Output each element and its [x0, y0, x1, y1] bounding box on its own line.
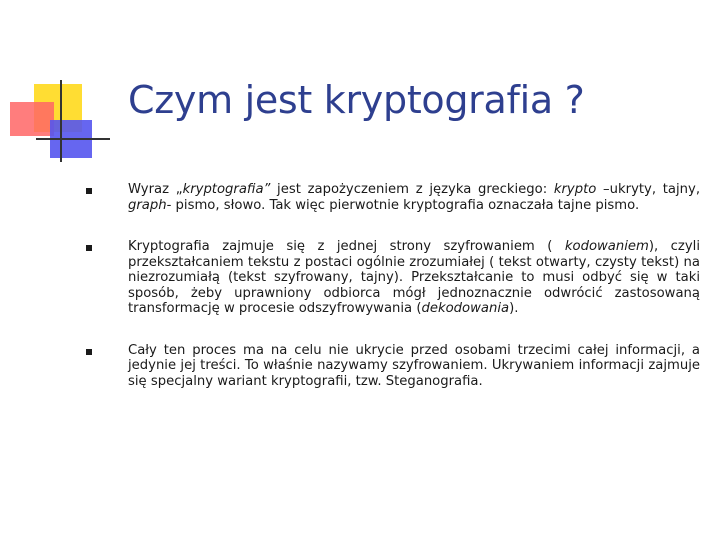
- horizontal-line-decoration: [36, 138, 110, 140]
- bullet-item: [86, 239, 700, 317]
- slide-decoration: [0, 0, 110, 170]
- text-segment: –ukryty, tajny,: [596, 182, 701, 197]
- bullet-text: [128, 239, 700, 317]
- vertical-line-decoration: [60, 80, 62, 162]
- italic-term: kodowaniem: [564, 239, 649, 254]
- text-segment: Wyraz „: [128, 182, 183, 197]
- italic-term: graph: [128, 197, 167, 213]
- italic-term: kryptografia”: [182, 182, 271, 197]
- red-square-decoration: [10, 102, 54, 136]
- square-bullet-icon: [86, 349, 92, 355]
- text-segment: Cały ten proces ma na celu nie ukrycie przed osobami trzecimi całej informacji, a jedynie jej treści. To właśnie nazywamy szyfrowaniem. Ukrywaniem informacji zajmuje się specjalny wariant kryptografii, tzw. Steganografia.: [128, 342, 700, 389]
- bullet-text: [128, 182, 700, 213]
- text-segment: ), czyli przekształcaniem tekstu z postaci ogólnie zrozumiałej ( tekst otwarty, czysty tekst) na niezrozumiałą (tekst szyfrowany, tajny). Przekształcanie to musi odbyć się w taki sposób, żeby uprawniony odbiorca mógł jednoznacznie odwrócić zastosowaną transformację w procesie odszyfrowywania (: [128, 239, 700, 316]
- text-segment: Kryptografia zajmuje się z jednej strony szyfrowaniem (: [128, 239, 565, 254]
- slide-title: Czym jest kryptografia ?: [128, 78, 585, 122]
- bullet-item: [86, 343, 700, 390]
- square-bullet-icon: [86, 188, 92, 194]
- square-bullet-icon: [86, 245, 92, 251]
- text-segment: jest zapożyczeniem z języka greckiego:: [270, 182, 554, 197]
- text-segment: - pismo, słowo. Tak więc pierwotnie kryptografia oznaczała tajne pismo.: [166, 197, 640, 213]
- bullet-text: [128, 343, 700, 390]
- bullet-list: [86, 182, 700, 415]
- bullet-item: [86, 182, 700, 213]
- italic-term: krypto: [553, 182, 597, 197]
- text-segment: ).: [509, 301, 519, 316]
- italic-term: dekodowania: [421, 301, 510, 316]
